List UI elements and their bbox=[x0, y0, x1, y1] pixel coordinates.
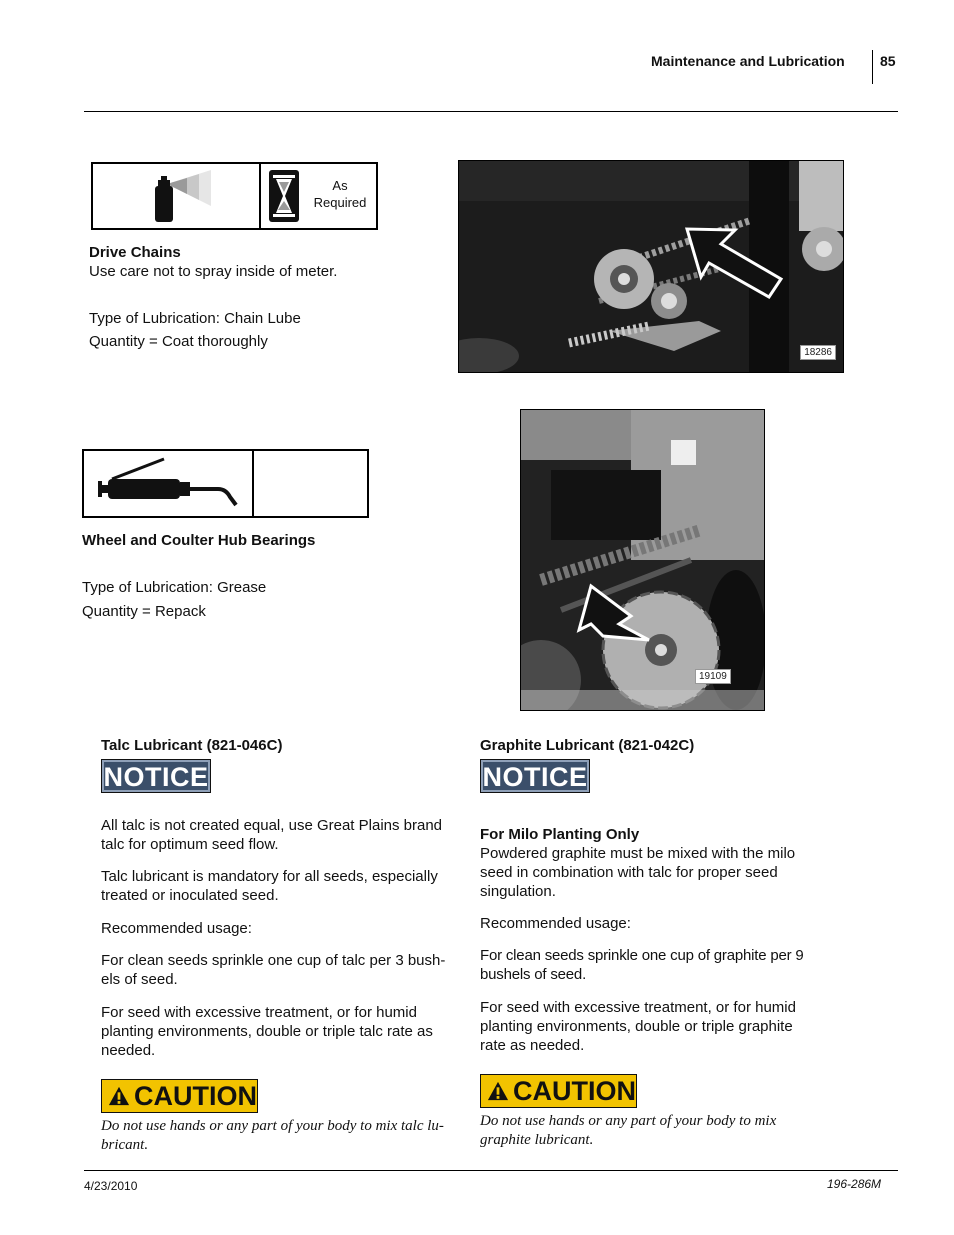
footer-doc-number: 196-286M bbox=[827, 1177, 882, 1191]
talc-caution-text: Do not use hands or any part of your body to mix talc lu- bricant. bbox=[101, 1118, 444, 1153]
page-number: 85 bbox=[880, 53, 896, 69]
talc-paragraph-treated-seeds: For seed with excessive treatment, or for humid planting environments, double or triple talc rate as needed. bbox=[101, 1004, 433, 1059]
hourglass-cell bbox=[261, 164, 378, 228]
warning-triangle-icon bbox=[487, 1080, 509, 1102]
graphite-caution-badge bbox=[480, 1074, 637, 1108]
drive-chains-quantity: Quantity = Coat thoroughly bbox=[89, 333, 268, 350]
talc-recommended-usage: Recommended usage: bbox=[101, 920, 252, 937]
drive-chains-heading: Drive Chains bbox=[89, 244, 181, 261]
talc-paragraph-1: All talc is not created equal, use Great Plains brand talc for optimum seed flow. bbox=[101, 817, 443, 853]
header-divider bbox=[872, 50, 873, 84]
coulter-hub-photo bbox=[520, 409, 765, 711]
grease-gun-icon bbox=[90, 451, 250, 515]
grease-gun-cell bbox=[84, 451, 254, 516]
caution-label: CAUTION bbox=[513, 1076, 636, 1106]
section-title: Maintenance and Lubrication bbox=[651, 53, 845, 69]
graphite-subheading: For Milo Planting Only bbox=[480, 826, 640, 843]
graphite-heading: Graphite Lubricant (821-042C) bbox=[480, 737, 695, 754]
graphite-caution-text: Do not use hands or any part of your body to mix graphite lubricant. bbox=[480, 1113, 777, 1148]
warning-triangle-icon bbox=[108, 1085, 130, 1107]
drive-chains-lube-type: Type of Lubrication: Chain Lube bbox=[89, 310, 301, 327]
drive-chains-note: Use care not to spray inside of meter. bbox=[89, 263, 338, 280]
talc-caution-badge bbox=[101, 1079, 258, 1113]
graphite-paragraph-treated-seeds: For seed with excessive treatment, or for humid planting environments, double or triple graphite rate as needed. bbox=[480, 999, 796, 1054]
header-rule bbox=[84, 111, 898, 112]
spray-can-icon bbox=[133, 164, 253, 228]
grease-lube-box bbox=[82, 449, 369, 518]
chain-lube-box bbox=[91, 162, 378, 230]
talc-paragraph-clean-seeds: For clean seeds sprinkle one cup of talc per 3 bush- els of seed. bbox=[101, 952, 446, 988]
wheel-hub-lube-type: Type of Lubrication: Grease bbox=[82, 579, 267, 596]
interval-label: As Required bbox=[313, 178, 367, 210]
talc-heading: Talc Lubricant (821-046C) bbox=[101, 737, 283, 754]
footer-date: 4/23/2010 bbox=[84, 1179, 138, 1193]
photo-number: 18286 bbox=[800, 345, 836, 360]
wheel-hub-quantity: Quantity = Repack bbox=[82, 603, 206, 620]
drive-chain-photo bbox=[458, 160, 844, 373]
graphite-paragraph-1: Powdered graphite must be mixed with the milo seed in combination with talc for proper seed singulation. bbox=[480, 845, 796, 900]
graphite-paragraph-clean-seeds: For clean seeds sprinkle one cup of graphite per 9 bushels of seed. bbox=[480, 947, 804, 983]
footer-rule bbox=[84, 1170, 898, 1171]
caution-label: CAUTION bbox=[134, 1081, 257, 1111]
talc-notice-badge: NOTICE bbox=[101, 759, 211, 793]
wheel-hub-heading: Wheel and Coulter Hub Bearings bbox=[82, 532, 316, 549]
photo-number: 19109 bbox=[695, 669, 731, 684]
talc-paragraph-2: Talc lubricant is mandatory for all seeds, especially treated or inoculated seed. bbox=[101, 868, 438, 904]
graphite-notice-badge: NOTICE bbox=[480, 759, 590, 793]
graphite-recommended-usage: Recommended usage: bbox=[480, 915, 631, 932]
spray-can-cell bbox=[93, 164, 261, 228]
hourglass-icon bbox=[269, 170, 299, 222]
